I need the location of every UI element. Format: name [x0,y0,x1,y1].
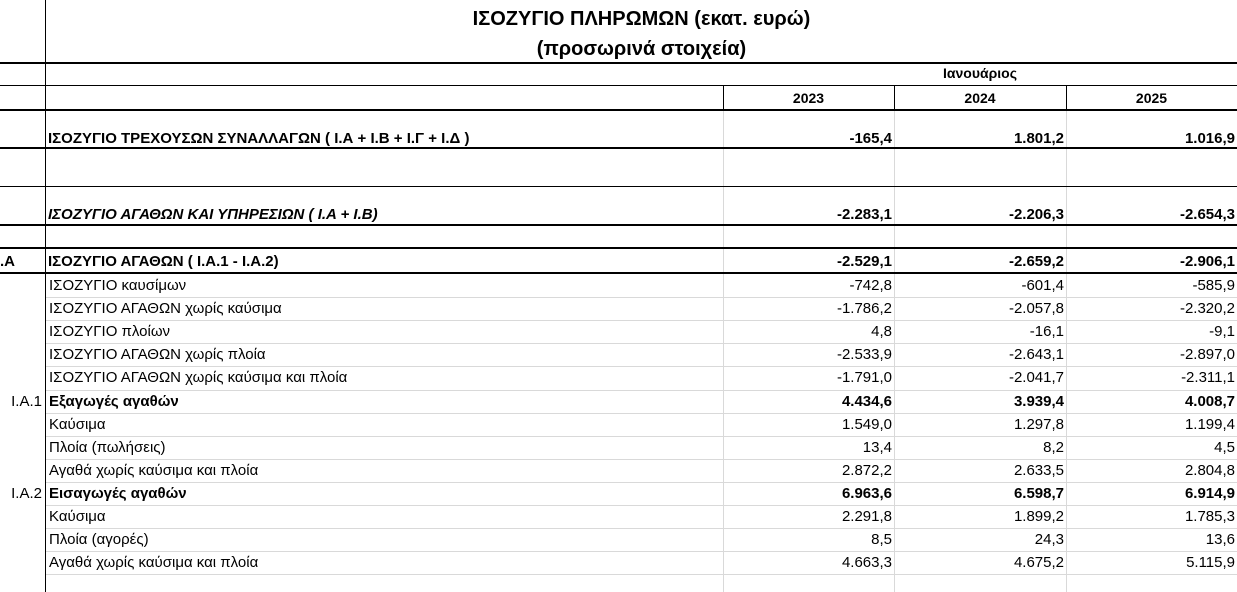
row-label: Εξαγωγές αγαθών [49,393,179,410]
row-label: Αγαθά χωρίς καύσιμα και πλοία [49,554,259,571]
row-value-2023: -742,8 [849,277,892,294]
row-value-2025: -2.906,1 [1179,253,1235,270]
row-value-2023: 6.963,6 [841,485,892,502]
border [0,247,1237,249]
border [0,85,1237,86]
row-value-2024: -2.643,1 [1008,346,1064,363]
row-value-2024: 2.633,5 [1013,462,1064,479]
row-value-2025: 5.115,9 [1186,554,1235,571]
border [0,62,1237,64]
row-value-2023: 2.291,8 [841,508,892,525]
row-value-2024: 3.939,4 [1013,393,1064,410]
row-label: ΙΣΟΖΥΓΙΟ ΤΡΕΧΟΥΣΩΝ ΣΥΝΑΛΛΑΓΩΝ ( Ι.Α + Ι.Β + Ι.Γ + Ι.Δ ) [48,130,470,147]
row-label: Καύσιμα [49,416,106,433]
row-value-2025: 4.008,7 [1184,393,1235,410]
row-code: Ι.Α.2 [11,485,42,502]
row-value-2025: -2.320,2 [1179,300,1235,317]
row-value-2024: 1.801,2 [1013,130,1064,147]
row-label: Αγαθά χωρίς καύσιμα και πλοία [49,462,259,479]
row-value-2023: 2.872,2 [841,462,892,479]
row-value-2024: -2.057,8 [1008,300,1064,317]
row-value-2023: -1.786,2 [836,300,892,317]
row-value-2023: 4.434,6 [841,393,892,410]
row-label: ΙΣΟΖΥΓΙΟ ΑΓΑΘΩΝ ΚΑΙ ΥΠΗΡΕΣΙΩΝ ( Ι.Α + Ι.Β) [48,206,378,223]
row-value-2025: 1.785,3 [1184,508,1235,525]
row-code: .Α [0,253,15,270]
period-header: Ιανουάριος [943,65,1017,81]
row-label: ΙΣΟΖΥΓΙΟ καυσίμων [49,277,187,294]
row-label: Καύσιμα [49,508,106,525]
grid-line [46,574,1237,575]
row-label: ΙΣΟΖΥΓΙΟ ΑΓΑΘΩΝ χωρίς πλοία [49,346,266,363]
row-code: Ι.Α.1 [11,393,42,410]
row-value-2023: -2.533,9 [836,346,892,363]
row-value-2025: -2.311,1 [1181,369,1235,386]
row-value-2023: -2.529,1 [836,253,892,270]
row-value-2025: 2.804,8 [1184,462,1235,479]
row-value-2024: 4.675,2 [1013,554,1064,571]
row-value-2023: 8,5 [871,531,892,548]
row-value-2023: -165,4 [849,130,892,147]
row-value-2024: 6.598,7 [1013,485,1064,502]
year-header-2024: 2024 [964,90,996,106]
row-value-2024: -2.659,2 [1008,253,1064,270]
row-value-2023: 1.549,0 [841,416,892,433]
row-label: Εισαγωγές αγαθών [49,485,187,502]
year-header-2025: 2025 [1135,90,1168,106]
row-value-2023: -1.791,0 [836,369,892,386]
row-value-2024: 24,3 [1034,531,1064,548]
row-value-2024: 1.297,8 [1013,416,1064,433]
row-label: ΙΣΟΖΥΓΙΟ ΑΓΑΘΩΝ χωρίς καύσιμα [49,300,282,317]
row-value-2024: -16,1 [1029,323,1064,340]
row-label: ΙΣΟΖΥΓΙΟ πλοίων [49,323,171,340]
row-label: Πλοία (αγορές) [49,531,149,548]
border [0,186,1237,187]
row-value-2024: -601,4 [1021,277,1064,294]
row-value-2025: 6.914,9 [1184,485,1235,502]
row-value-2024: 8,2 [1043,439,1064,456]
row-value-2025: -2.897,0 [1179,346,1235,363]
column-border [45,0,46,592]
row-value-2024: -2.206,3 [1008,206,1064,223]
report-title: ΙΣΟΖΥΓΙΟ ΠΛΗΡΩΜΩΝ (εκατ. ευρώ) [472,8,811,30]
row-value-2023: 4.663,3 [841,554,892,571]
row-value-2025: 1.016,9 [1184,130,1235,147]
row-label: Πλοία (πωλήσεις) [49,439,166,456]
row-value-2025: -2.654,3 [1179,206,1235,223]
border [0,109,1237,111]
row-value-2025: 1.199,4 [1184,416,1235,433]
row-value-2024: 1.899,2 [1013,508,1064,525]
row-value-2023: -2.283,1 [836,206,892,223]
row-value-2025: 13,6 [1205,531,1235,548]
row-label: ΙΣΟΖΥΓΙΟ ΑΓΑΘΩΝ χωρίς καύσιμα και πλοία [49,369,348,386]
row-value-2025: -9,1 [1209,323,1235,340]
row-label: ΙΣΟΖΥΓΙΟ ΑΓΑΘΩΝ ( Ι.Α.1 - Ι.Α.2) [48,253,279,270]
year-header-2023: 2023 [792,90,825,106]
row-value-2023: 4,8 [871,323,892,340]
row-value-2025: 4,5 [1214,439,1235,456]
row-value-2025: -585,9 [1192,277,1235,294]
row-value-2024: -2.041,7 [1008,369,1064,386]
report-subtitle: (προσωρινά στοιχεία) [536,38,747,60]
row-value-2023: 13,4 [862,439,892,456]
